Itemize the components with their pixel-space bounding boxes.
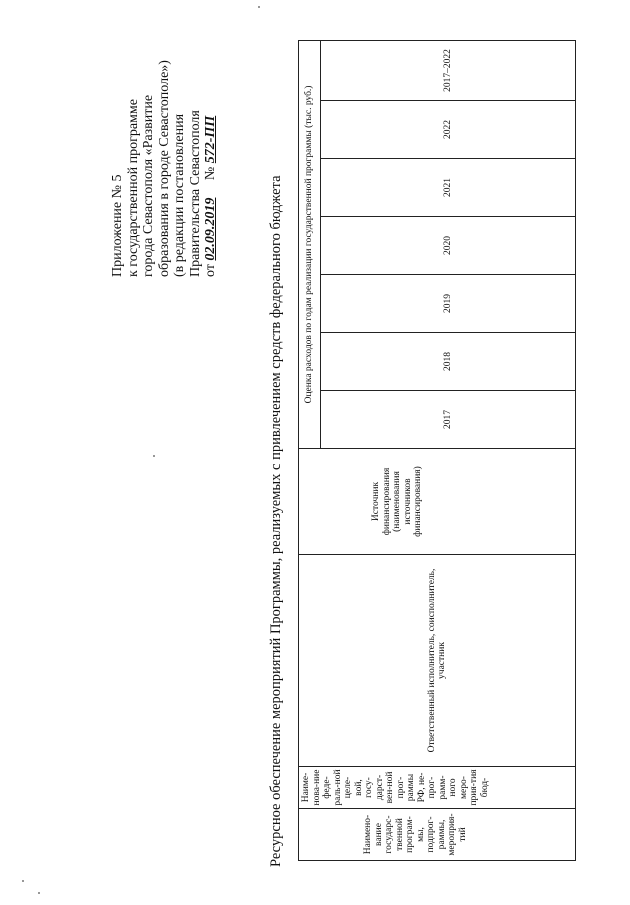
year-2022: 2022 xyxy=(321,101,576,159)
header-program-name xyxy=(299,809,576,861)
scan-speck xyxy=(153,455,155,457)
date-prefix: от xyxy=(203,264,218,277)
year-2018: 2018 xyxy=(321,333,576,391)
scan-speck xyxy=(38,892,40,894)
appendix-line-1: Приложение № 5 xyxy=(110,174,125,277)
header-expense-estimate: Оценка расходов по годам реализации государственной программы (тыс. руб.) xyxy=(299,40,321,448)
header-executor-text: Ответственный исполнитель, соисполнитель, участник xyxy=(426,568,447,753)
header-federal-program-text: Наиме-нова-ние феде-раль-ной целе-вой, госу-дарст-вен-ной прог-раммы РФ, не-прог-рамм-ного меро-прия-тия бюд- xyxy=(301,769,490,806)
appendix-line-4: образования в городе Севастополе») xyxy=(156,60,172,277)
appendix-line-6: Правительства Севастополя xyxy=(187,110,203,277)
year-2017: 2017 xyxy=(321,391,576,449)
scan-speck xyxy=(258,6,260,8)
handwritten-date: 02.09.2019 xyxy=(203,197,218,261)
handwritten-number: 572-ПП xyxy=(203,115,218,164)
header-program-name-text: Наимено-вание государс-твенной програм-мы, подпрог-раммы, мероприя-тий xyxy=(363,813,468,856)
year-2019: 2019 xyxy=(321,275,576,333)
number-prefix: № xyxy=(203,166,218,181)
appendix-line-5: (в редакции постановления xyxy=(172,113,187,277)
header-executor xyxy=(299,555,576,767)
scan-speck xyxy=(22,880,24,882)
appendix-block xyxy=(110,32,219,277)
header-funding-source xyxy=(299,449,576,555)
appendix-date-line xyxy=(203,32,219,277)
header-federal-program xyxy=(299,767,576,809)
header-funding-source-text: Источник финансирования (наименования источников финансирования) xyxy=(371,466,423,537)
year-2021: 2021 xyxy=(321,159,576,217)
year-total: 2017–2022 xyxy=(321,40,576,100)
year-2020: 2020 xyxy=(321,217,576,275)
appendix-line-2: к государственной программе xyxy=(125,99,141,277)
resource-table xyxy=(298,40,576,861)
appendix-line-3: города Севастополя «Развитие xyxy=(141,94,156,277)
document-title: Ресурсное обеспечение мероприятий Программы, реализуемых с привлечением средств федерального бюджета xyxy=(268,175,284,867)
